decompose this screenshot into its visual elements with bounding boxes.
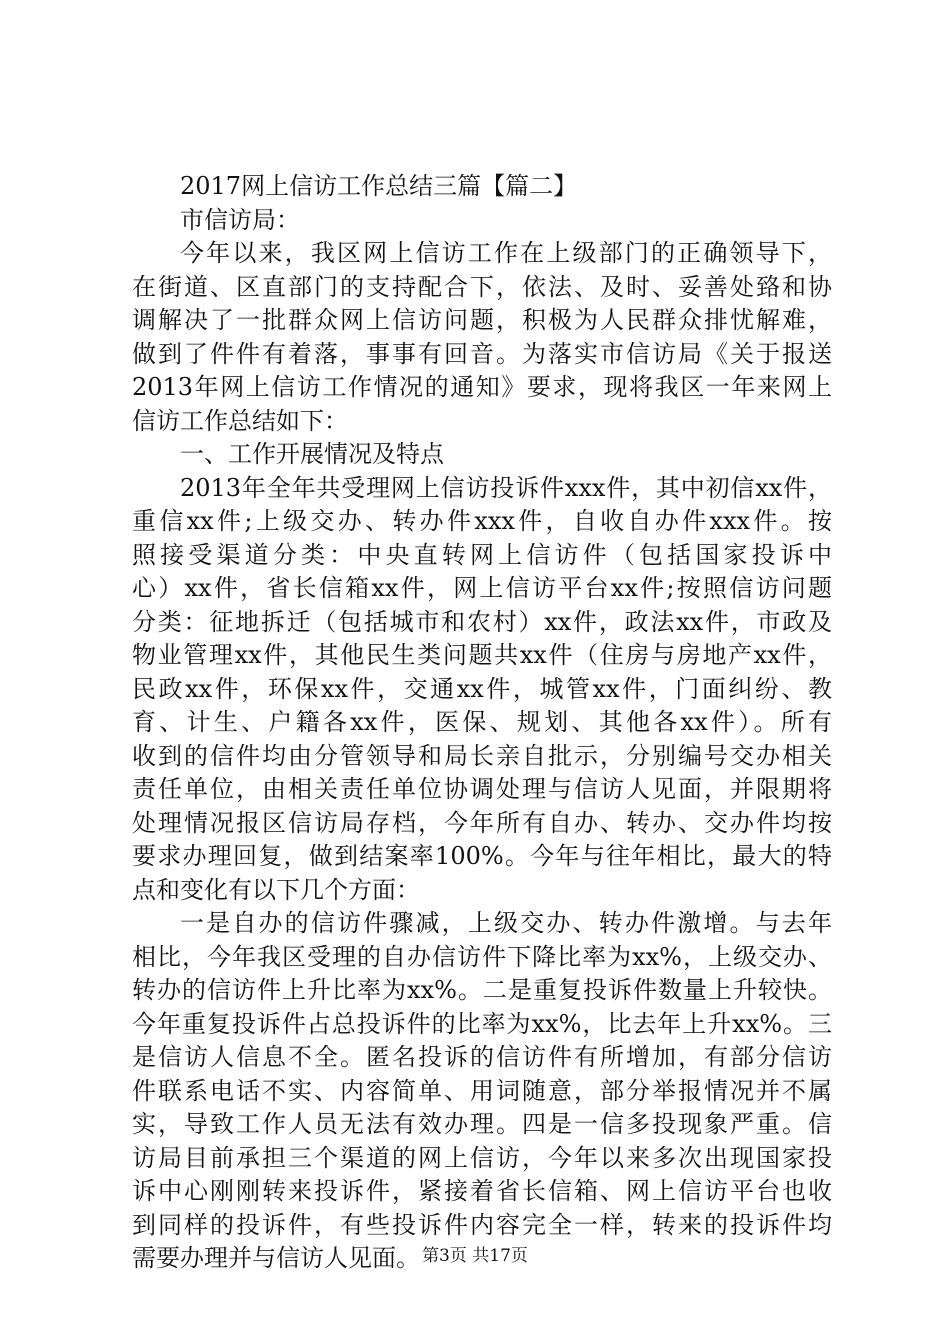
document-body bbox=[132, 170, 832, 1276]
text-line: 2013年网上信访工作情况的通知》要求，现将我区一年来网上 bbox=[132, 373, 832, 401]
text-line: 到同样的投诉件，有些投诉件内容完全一样，转来的投诉件均 bbox=[132, 1210, 832, 1239]
text-line: 点和变化有以下几个方面： bbox=[132, 875, 420, 904]
text-line: 2017网上信访工作总结三篇【篇二】 bbox=[180, 172, 578, 200]
text-line: 处理情况报区信访局存档，今年所有自办、转办、交办件均按 bbox=[132, 808, 832, 837]
text-line: 件联系电话不实、内容简单、用词随意，部分举报情况并不属 bbox=[132, 1076, 832, 1105]
text-line: 转办的信访件上升比率为xx%。二是重复投诉件数量上升较快。 bbox=[132, 976, 832, 1004]
text-line: 民政xx件，环保xx件，交通xx件，城管xx件，门面纠纷、教 bbox=[132, 674, 832, 703]
text-line: 需要办理并与信访人见面。 bbox=[132, 1244, 420, 1272]
text-line: 市信访局： bbox=[180, 205, 300, 234]
text-line: 今年重复投诉件占总投诉件的比率为xx%，比去年上升xx%。三 bbox=[132, 1009, 832, 1038]
text-line: 收到的信件均由分管领导和局长亲自批示，分别编号交办相关 bbox=[132, 741, 832, 770]
text-line: 诉中心刚刚转来投诉件，紧接着省长信箱、网上信访平台也收 bbox=[132, 1177, 832, 1205]
text-line: 调解决了一批群众网上信访问题，积极为人民群众排忧解难， bbox=[132, 306, 832, 334]
text-line: 物业管理xx件，其他民生类问题共xx件（住房与房地产xx件， bbox=[132, 641, 832, 669]
text-line: 要求办理回复，做到结案率100%。今年与往年相比，最大的特 bbox=[132, 842, 832, 870]
text-line: 相比，今年我区受理的自办信访件下降比率为xx%，上级交办、 bbox=[132, 942, 832, 971]
text-line: 一是自办的信访件骤减，上级交办、转办件激增。与去年 bbox=[180, 909, 832, 937]
text-line: 访局目前承担三个渠道的网上信访，今年以来多次出现国家投 bbox=[132, 1143, 832, 1172]
text-line: 育、计生、户籍各xx件，医保、规划、其他各xx件）。所有 bbox=[132, 708, 832, 736]
text-line: 今年以来，我区网上信访工作在上级部门的正确领导下， bbox=[180, 239, 832, 267]
page-footer: 第3页 共17页 bbox=[422, 1246, 528, 1266]
text-line: 是信访人信息不全。匿名投诉的信访件有所增加，有部分信访 bbox=[132, 1043, 832, 1071]
text-line: 一、工作开展情况及特点 bbox=[180, 440, 444, 468]
text-line: 分类：征地拆迁（包括城市和农村）xx件，政法xx件，市政及 bbox=[132, 607, 832, 636]
text-line: 照接受渠道分类：中央直转网上信访件（包括国家投诉中 bbox=[132, 540, 832, 569]
text-line: 在街道、区直部门的支持配合下，依法、及时、妥善处臵和协 bbox=[132, 272, 832, 301]
text-line: 实，导致工作人员无法有效办理。四是一信多投现象严重。信 bbox=[132, 1110, 832, 1138]
text-line: 做到了件件有着落，事事有回音。为落实市信访局《关于报送 bbox=[132, 339, 832, 368]
text-line: 心）xx件，省长信箱xx件，网上信访平台xx件;按照信访问题 bbox=[132, 574, 832, 602]
text-line: 信访工作总结如下： bbox=[132, 406, 348, 435]
text-line: 责任单位，由相关责任单位协调处理与信访人见面，并限期将 bbox=[132, 775, 832, 803]
text-line: 2013年全年共受理网上信访投诉件xxx件，其中初信xx件， bbox=[180, 473, 832, 502]
text-line: 重信xx件;上级交办、转办件xxx件，自收自办件xxx件。按 bbox=[132, 507, 832, 535]
